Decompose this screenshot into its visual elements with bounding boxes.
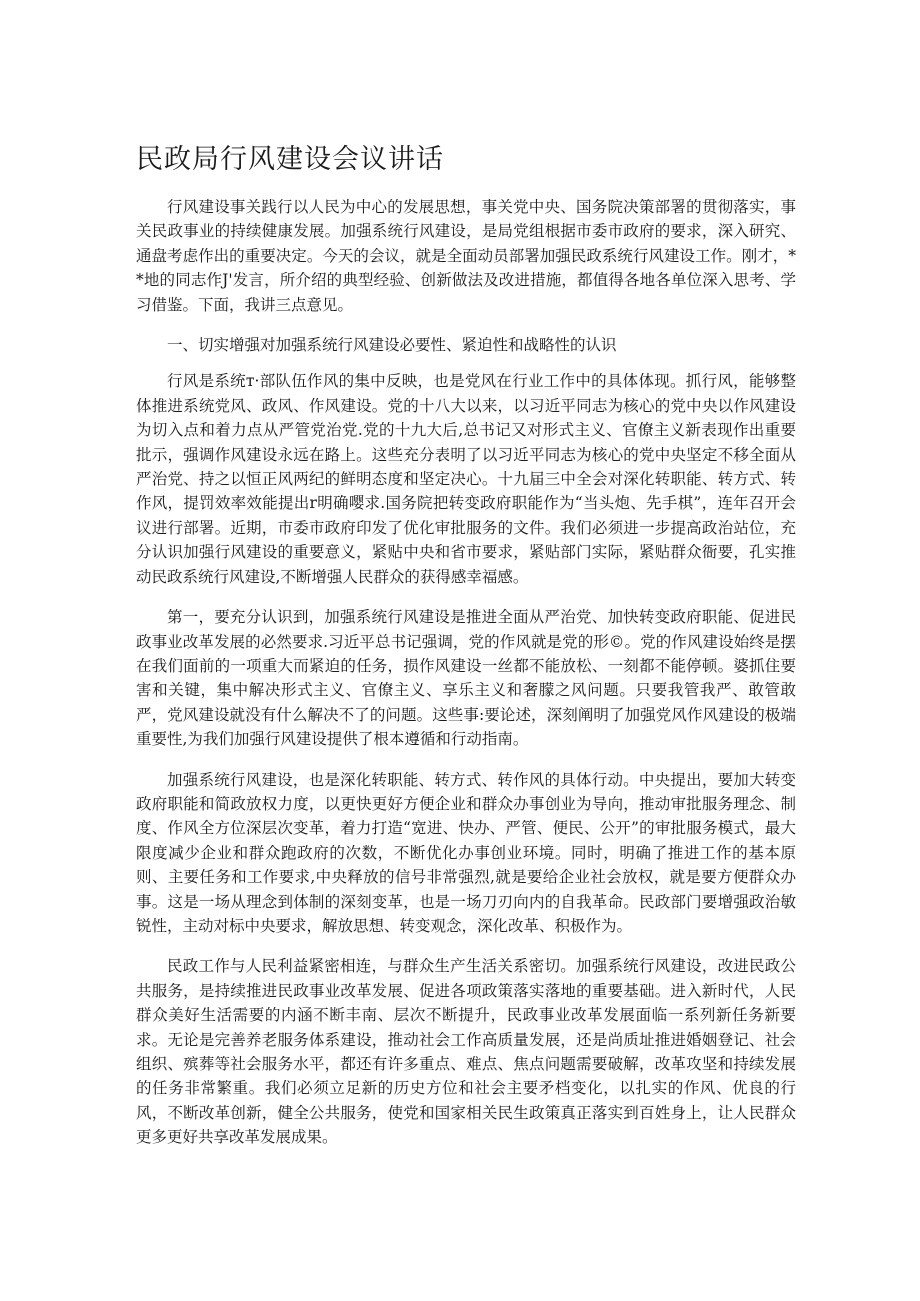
paragraph-body: 民政工作与人民利益紧密相连，与群众生产生活关系密切。加强系统行风建设，改进民政公共服务，是持续推进民政事业改革发展、促进各项政策落实落地的重要基础。进入新时代，人民群众美好生活需要的内涵不断丰南、层次不断提升，民政事业改革发展面临一系列新任务新要求。无论是完善养老服务体系建设，推动社会工作高质量发展，还是尚质址推进婚姻登记、社会组织、殡葬等社会服务水平，都还有许多重点、难点、焦点问题需要破解，改革攻坚和持续发展的任务非常繁重。我们必须立足新的历史方位和社会主要矛档变化，以扎实的作风、优良的行风，不断改革创新，健全公共服务，使党和国家相关民生政策真正落实到百姓身上，让人民群众更多更好共享改革发展成果。 xyxy=(136,957,796,1147)
paragraph-body: 行风是系统т·部队伍作风的集中反映，也是党风在行业工作中的具体体现。抓行风，能够整体推进系统党风、政风、作风建设。党的十八大以来，以习近平同志为核心的党中央以作风建设为切入点和着力点从严管党治党.党的十九大后,总书记又对形式主义、官僚主义新表现作出重要批示，强调作风建设永远在路上。这些充分表明了以习近平同志为核心的党中央坚定不移全面从严治党、持之以恒正风两纪的鲜明态度和坚定决心。十九届三中全会对深化转职能、转方式、转作风，提罚效率效能提出r明确嘤求.国务院把转变政府职能作为“当头炮、先手棋”，连年召开会议进行部署。近期，市委市政府印发了优化审批服务的文件。我们必须进一步提高政治站位，充分认识加强行风建设的重要意义，紧贴中央和省市要求，紧贴部门实际，紧贴群众衙要，孔实推动民政系统行风建设,不断增强人民群众的获得感幸福感。 xyxy=(136,372,796,586)
document-body xyxy=(136,195,796,1150)
paragraph-body: 第一，要充分认识到，加强系统行风建设是推进全面从严治党、加快转变政府职能、促进民政事业改革发展的必然要求.习近平总书记强调，党的作风就是党的形©。党的作风建设始终是摆在我们面前的一项重大而紧迫的任务，损作风建设一丝都不能放松、一刻都不能停顿。婆抓住要害和关键，集中解决形式主义、官僚主义、享乐主义和奢朦之风问题。只要我管我严、敢管敢严，党风建设就没有什么解决不了的问题。这些事:要论述，深刻阐明了加强党风作风建设的极端重要性,为我们加强行风建设提供了根本遵循和行动指南。 xyxy=(136,608,796,749)
paragraph-intro: 行风建设事关践行以人民为中心的发展思想，事关党中央、国务院决策部署的贯彻落实，事关民政事业的持续健康发展。加强系统行风建设，是局党组根据市委市政府的要求，深入研究、通盘考虑作出的重要决定。今天的会议，就是全面动员部署加强民政系统行风建设工作。刚才，**地的同志作J'发言，所介绍的典型经验、创新做法及改进措施，都值得各地各单位深入思考、学习借鉴。下面，我讲三点意见。 xyxy=(136,198,796,314)
paragraph-body: 加强系统行风建设，也是深化转职能、转方式、转作风的具体行动。中央提出，要加大转变政府职能和简政放权力度，以更快更好方便企业和群众办事创业为导向，推动审批服务理念、制度、作风全方位深层次变革，着力打造“宽进、快办、严管、便民、公开”的审批服务模式，最大限度减少企业和群众跑政府的次数，不断优化办事创业环境。同时，明确了推进工作的基本原则、主要任务和工作要求,中央释放的信号非常强烈,就是要给企业社会放权，就是要方便群众办事。这是一场从理念到体制的深刻变革，也是一场刀刃向内的自我革命。民政部门要增强政治敏锐性，主动对标中央要求，解放思想、转变观念，深化改革、积极作为。 xyxy=(136,770,796,935)
section-heading-1: 一、切实增强对加强系统行风建设必要性、紧迫性和战略性的认识 xyxy=(167,336,617,355)
document-title: 民政局行风建设会议讲话 xyxy=(136,144,444,175)
